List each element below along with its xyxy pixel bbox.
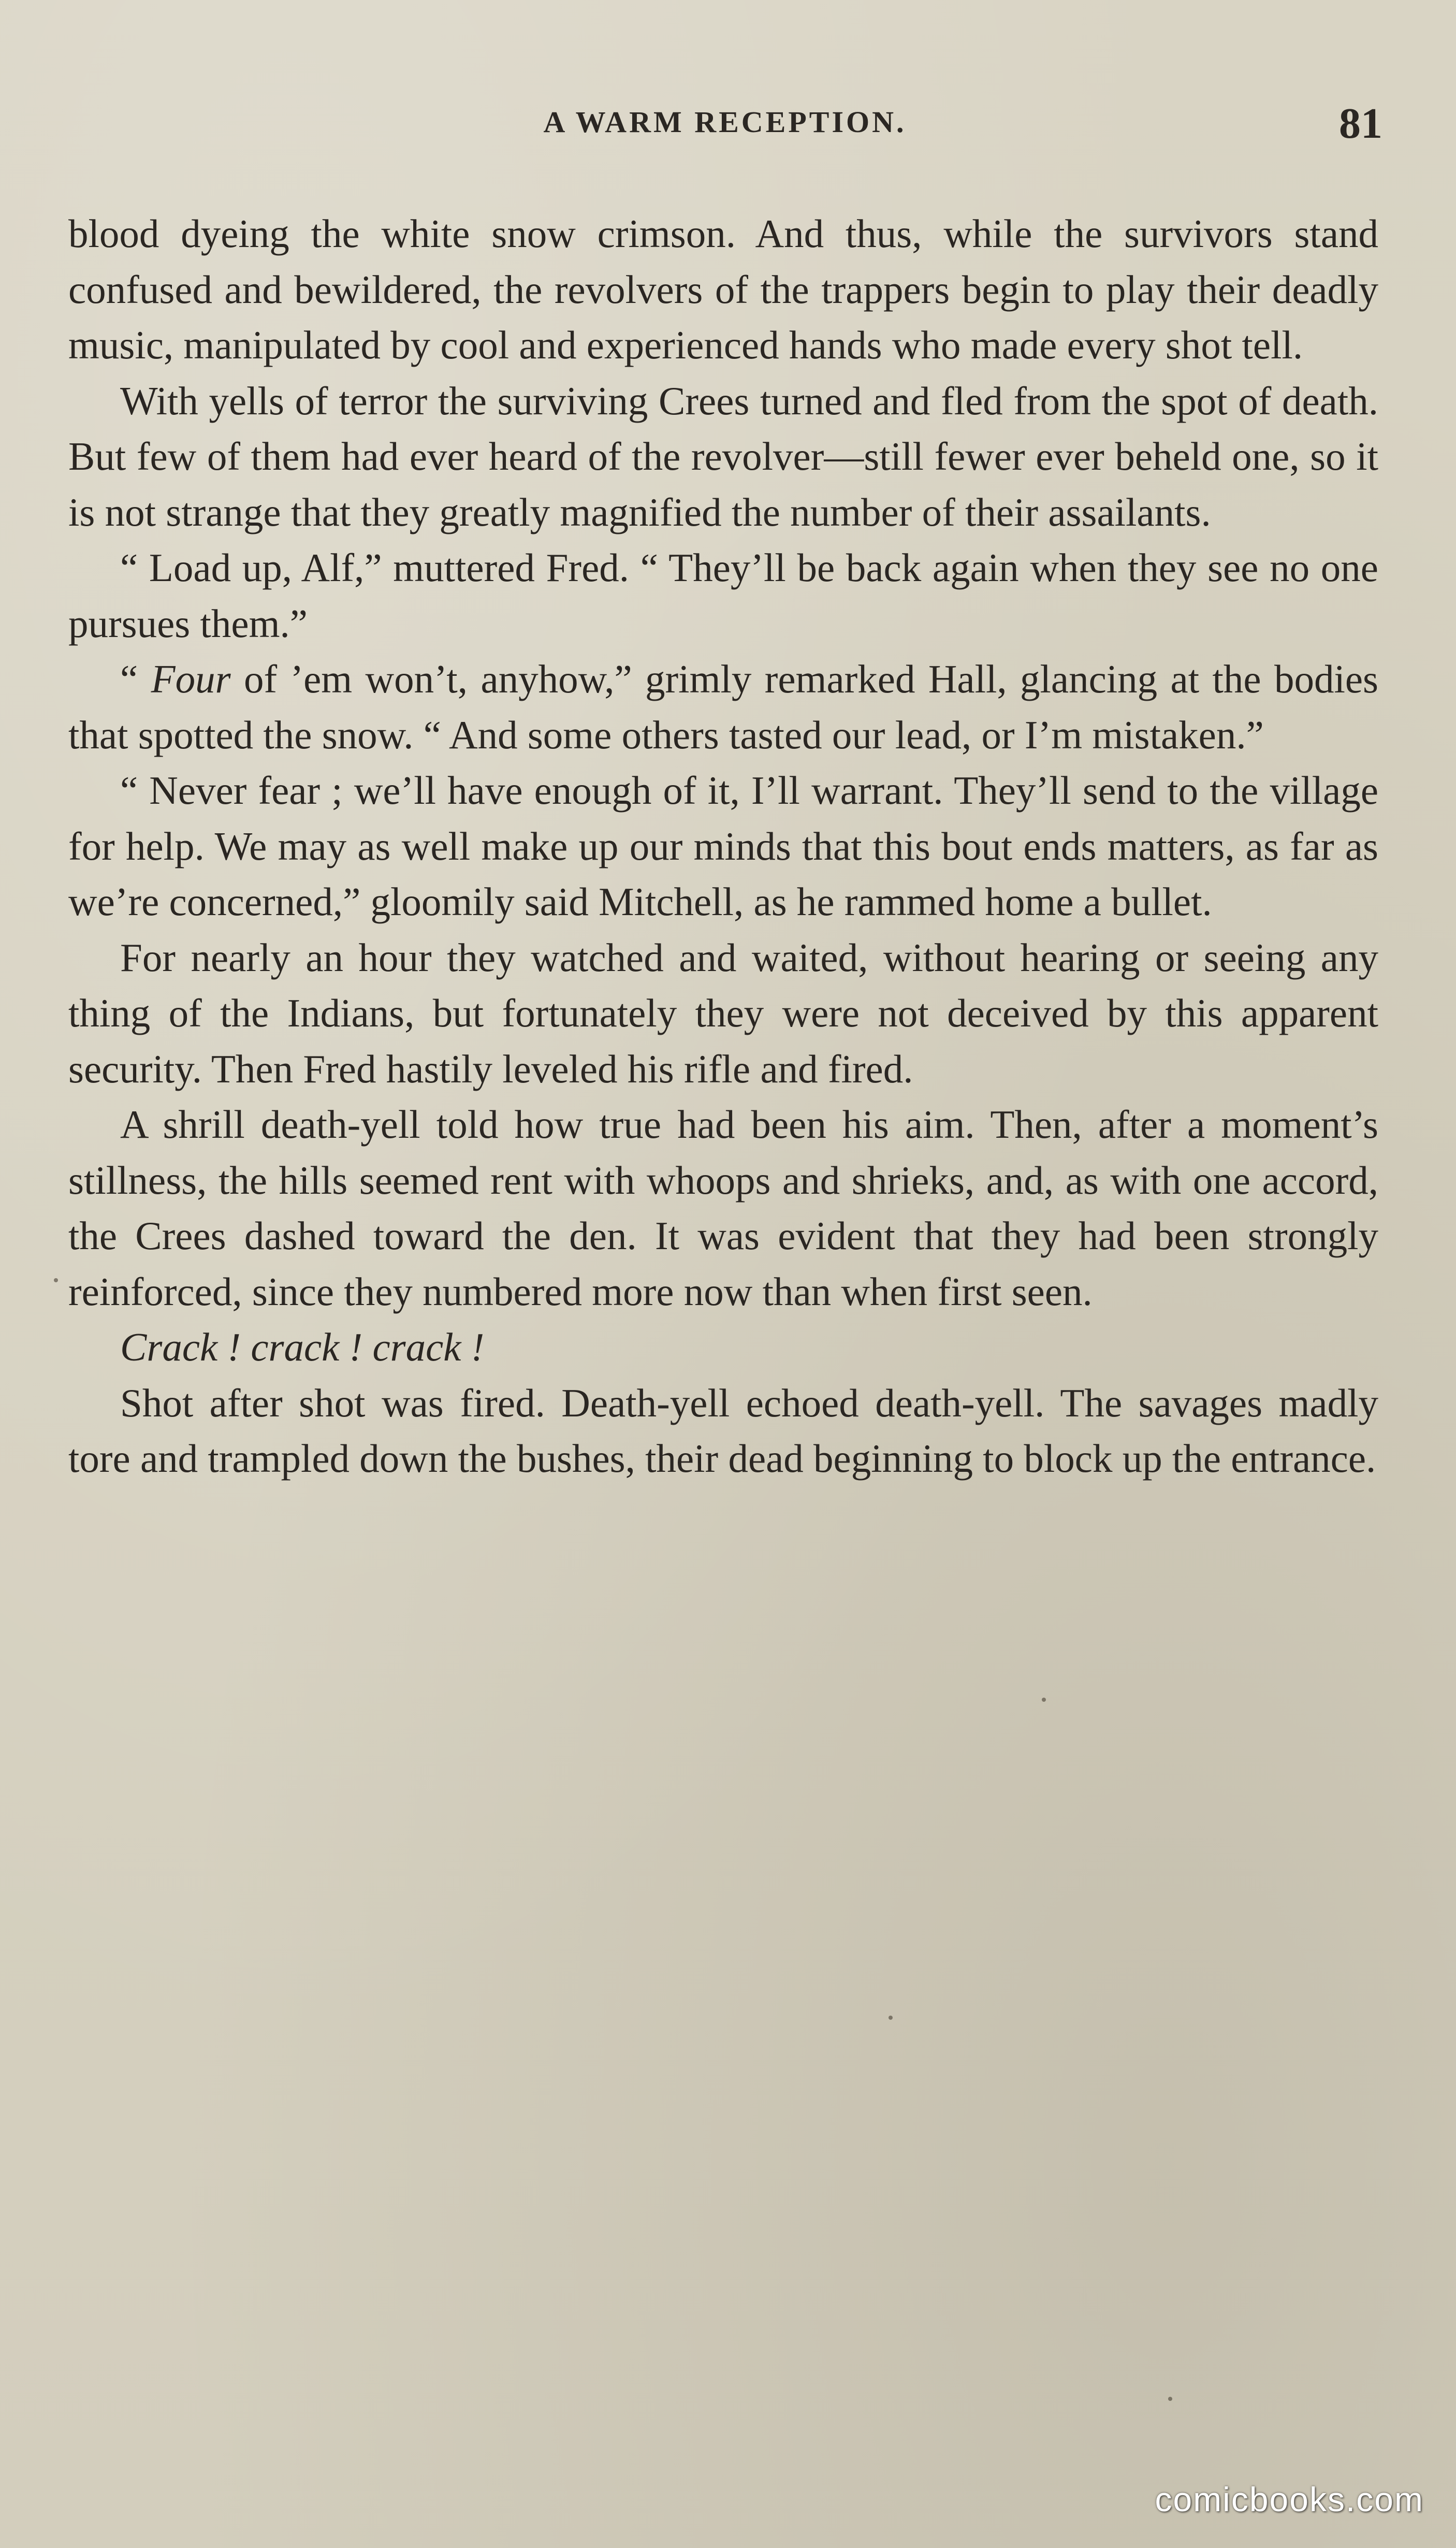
paragraph-8 (68, 1320, 1378, 1376)
paper-speck (889, 2016, 893, 2020)
paragraph-8-italic-text: Crack ! crack ! crack ! (120, 1325, 485, 1369)
paragraph-9 (68, 1376, 1378, 1487)
paragraph-2 (68, 373, 1378, 541)
paragraph-7-text: A shrill death-yell told how true had been his aim. Then, after a moment’s stillness, the hills seemed rent with whoops and shrieks, and, as with one accord, the Crees dashed toward the den. It was evident that they had been strongly reinforced, since they numbered more now than when first seen. (68, 1102, 1378, 1314)
paragraph-6 (68, 930, 1378, 1097)
paragraph-7 (68, 1097, 1378, 1320)
paper-speck (1042, 1698, 1046, 1702)
paragraph-5-text: “ Never fear ; we’ll have enough of it, I’ll warrant. They’ll send to the village for help. We may as well make up our minds that this bout ends matters, as far as we’re concerned,” gloomily said Mitchell, as he rammed home a bullet. (68, 768, 1378, 924)
paragraph-3 (68, 540, 1378, 652)
paragraph-1 (68, 206, 1378, 373)
paper-speck (54, 1278, 58, 1282)
watermark: comicbooks.com (1155, 2480, 1424, 2518)
paragraph-6-text: For nearly an hour they watched and waited, without hearing or seeing any thing of the Indians, but fortunately they were not deceived by this apparent security. Then Fred hastily leveled his rifle and fired. (68, 935, 1378, 1091)
paragraph-2-text: With yells of terror the surviving Crees turned and fled from the spot of death. But few of them had ever heard of the revolver—still fewer ever beheld one, so it is not strange that they greatly magnified the number of their assailants. (68, 378, 1378, 534)
running-head: A WARM RECEPTION. (543, 105, 907, 139)
paragraph-4-text: of ’em won’t, anyhow,” grimly remarked Hall, glancing at the bodies that spotted the snow. “ And some others tasted our lead, or I’m mistaken.” (68, 657, 1378, 757)
paragraph-1-text: blood dyeing the white snow crimson. And thus, while the survivors stand confused and bewildered, the revolvers of the trappers begin to play their deadly music, manipulated by cool and experienced hands who made every shot tell. (68, 211, 1378, 367)
paragraph-9-text: Shot after shot was fired. Death-yell echoed death-yell. The savages madly tore and trampled down the bushes, their dead beginning to block up the entrance. (68, 1380, 1378, 1481)
body-text (68, 206, 1378, 1487)
page-number: 81 (1339, 99, 1382, 148)
paragraph-4 (68, 652, 1378, 763)
paper-speck (1168, 2397, 1172, 2401)
paragraph-3-text: “ Load up, Alf,” muttered Fred. “ They’ll be back again when they see no one pursues them.” (68, 545, 1378, 646)
paragraph-4-italic-word: Four (151, 657, 231, 701)
paragraph-4-quote-open: “ (120, 657, 151, 701)
page-header (67, 98, 1382, 155)
paragraph-5 (68, 763, 1378, 930)
